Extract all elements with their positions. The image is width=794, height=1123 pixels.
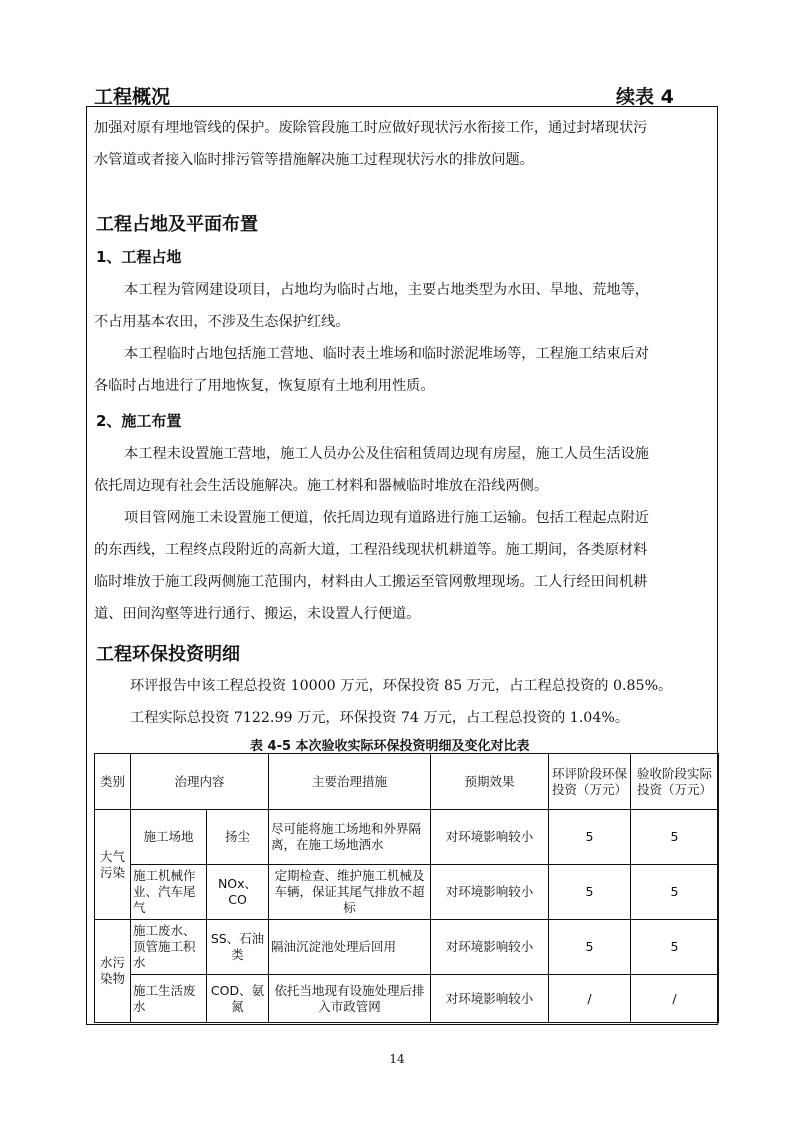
actual-cell: 5 xyxy=(631,865,719,920)
table-header-row xyxy=(95,754,719,810)
effect-cell: 对环境影响较小 xyxy=(431,975,549,1023)
land-para-1b: 不占用基本农田，不涉及生态保护红线。 xyxy=(94,314,350,330)
header-measure: 主要治理措施 xyxy=(269,754,431,810)
measure-cell: 隔油沉淀池处理后回用 xyxy=(269,920,431,975)
header-eia-investment: 环评阶段环保投资（万元） xyxy=(549,754,631,810)
layout-para-2d: 道、田间沟壑等进行通行、搬运，未设置人行便道。 xyxy=(94,606,421,622)
item-cell: 施工场地 xyxy=(131,810,207,865)
item-cell: 施工生活废水 xyxy=(131,975,207,1023)
layout-para-2b: 的东西线，工程终点段附近的高新大道，工程沿线现状机耕道等。施工期间，各类原材料 xyxy=(94,542,648,558)
table-caption: 表 4-5 本次验收实际环保投资明细及变化对比表 xyxy=(250,739,530,754)
subsection-title-layout: 2、施工布置 xyxy=(96,412,182,430)
land-para-2b: 各临时占地进行了用地恢复，恢复原有土地利用性质。 xyxy=(94,378,435,394)
layout-para-2a: 项目管网施工未设置施工便道，依托周边现有道路进行施工运输。包括工程起点附近 xyxy=(124,510,649,526)
investment-line-1: 环评报告中该工程总投资 10000 万元，环保投资 85 万元，占工程总投资的 0.85%。 xyxy=(130,678,673,694)
investment-table xyxy=(94,753,719,1023)
intro-line-2: 水管道或者接入临时排污管等措施解决施工过程现状污水的排放问题。 xyxy=(94,152,534,168)
eia-cell: / xyxy=(549,975,631,1023)
pollutant-cell: SS、石油类 xyxy=(207,920,269,975)
pollutant-cell: 扬尘 xyxy=(207,810,269,865)
eia-cell: 5 xyxy=(549,810,631,865)
intro-line-1: 加强对原有埋地管线的保护。废除管段施工时应做好现状污水衔接工作，通过封堵现状污 xyxy=(94,120,648,136)
pollutant-cell: COD、氨氮 xyxy=(207,975,269,1023)
table-row xyxy=(95,810,719,865)
header-continued: 续表 4 xyxy=(616,86,674,108)
subsection-title-land-use: 1、工程占地 xyxy=(96,248,182,266)
section-title-land: 工程占地及平面布置 xyxy=(96,214,258,235)
layout-para-1a: 本工程未设置施工营地，施工人员办公及住宿租赁周边现有房屋，施工人员生活设施 xyxy=(124,446,649,462)
category-cell: 大气污染 xyxy=(95,810,131,920)
header-effect: 预期效果 xyxy=(431,754,549,810)
actual-cell: 5 xyxy=(631,810,719,865)
actual-cell: 5 xyxy=(631,920,719,975)
effect-cell: 对环境影响较小 xyxy=(431,920,549,975)
effect-cell: 对环境影响较小 xyxy=(431,865,549,920)
header-title: 工程概况 xyxy=(94,86,171,108)
header-actual-investment: 验收阶段实际投资（万元） xyxy=(631,754,719,810)
eia-cell: 5 xyxy=(549,865,631,920)
table-row xyxy=(95,920,719,975)
measure-cell: 定期检查、维护施工机械及车辆，保证其尾气排放不超标 xyxy=(269,865,431,920)
section-title-investment: 工程环保投资明细 xyxy=(96,644,240,665)
measure-cell: 尽可能将施工场地和外界隔离，在施工场地洒水 xyxy=(269,810,431,865)
item-cell: 施工机械作业、汽车尾气 xyxy=(131,865,207,920)
layout-para-2c: 临时堆放于施工段两侧施工范围内，材料由人工搬运至管网敷埋现场。工人行经田间机耕 xyxy=(94,574,648,590)
table-row xyxy=(95,975,719,1023)
land-para-2a: 本工程临时占地包括施工营地、临时表土堆场和临时淤泥堆场等，工程施工结束后对 xyxy=(124,346,649,362)
land-para-1a: 本工程为管网建设项目，占地均为临时占地，主要占地类型为水田、旱地、荒地等， xyxy=(124,282,649,298)
header-category: 类别 xyxy=(95,754,131,810)
table-row xyxy=(95,865,719,920)
page-number: 14 xyxy=(389,1052,405,1066)
layout-para-1b: 依托周边现有社会生活设施解决。施工材料和器械临时堆放在沿线两侧。 xyxy=(94,478,549,494)
measure-cell: 依托当地现有设施处理后排入市政管网 xyxy=(269,975,431,1023)
effect-cell: 对环境影响较小 xyxy=(431,810,549,865)
pollutant-cell: NOx、CO xyxy=(207,865,269,920)
investment-line-2: 工程实际总投资 7122.99 万元，环保投资 74 万元，占工程总投资的 1.04%。 xyxy=(130,710,630,726)
eia-cell: 5 xyxy=(549,920,631,975)
category-cell: 水污染物 xyxy=(95,920,131,1023)
actual-cell: / xyxy=(631,975,719,1023)
item-cell: 施工废水、顶管施工积水 xyxy=(131,920,207,975)
header-content: 治理内容 xyxy=(131,754,269,810)
